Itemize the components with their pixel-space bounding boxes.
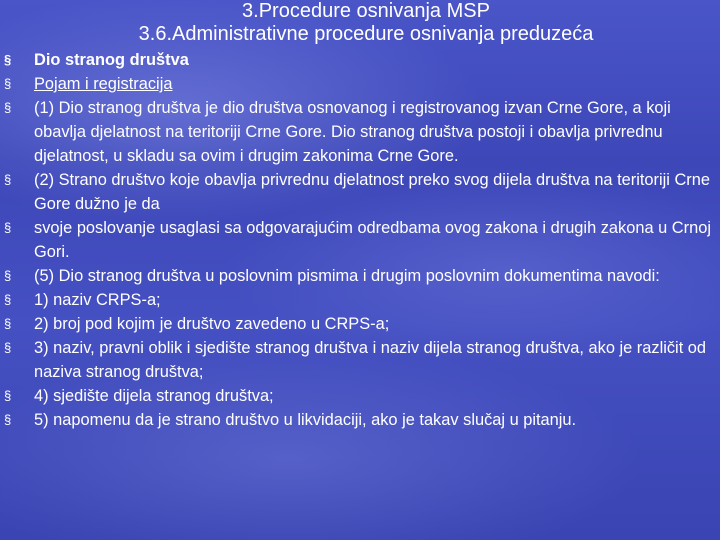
- bullet-marker: §: [4, 292, 12, 307]
- title-line-2: 3.6.Administrativne procedure osnivanja preduzeća: [138, 23, 594, 45]
- list-item: [0, 264, 718, 288]
- bullet-marker: §: [4, 100, 12, 115]
- item-heading: Dio stranog društva: [34, 51, 189, 69]
- item-text: 1) naziv CRPS-a;: [34, 291, 161, 309]
- bullet-marker: §: [4, 340, 12, 355]
- list-item: [0, 72, 718, 96]
- title-line-1: 3.Procedure osnivanja MSP: [242, 0, 490, 22]
- bullet-marker: §: [4, 52, 12, 67]
- item-text: (5) Dio stranog društva u poslovnim pismima i drugim poslovnim dokumentima navodi:: [34, 267, 660, 285]
- item-text: 3) naziv, pravni oblik i sjedište stranog društva i naziv dijela stranog društva, ako je različit od naziva stranog društva;: [34, 339, 707, 381]
- item-text: 4) sjedište dijela stranog društva;: [34, 387, 274, 405]
- bullet-marker: §: [4, 388, 12, 403]
- list-item: [0, 384, 718, 408]
- bullet-marker: §: [4, 412, 12, 427]
- item-text: 5) napomenu da je strano društvo u likvidaciji, ako je takav slučaj u pitanju.: [34, 411, 577, 429]
- list-item: [0, 216, 718, 264]
- bullet-list: [0, 48, 718, 432]
- list-item: [0, 288, 718, 312]
- list-item: [0, 408, 718, 432]
- bullet-marker: §: [4, 76, 12, 91]
- list-item: [0, 96, 718, 168]
- bullet-marker: §: [4, 220, 12, 235]
- item-subheading: Pojam i registracija: [34, 75, 173, 93]
- slide-title: [0, 0, 720, 46]
- bullet-marker: §: [4, 268, 12, 283]
- list-item: [0, 48, 718, 72]
- item-text: (1) Dio stranog društva je dio društva osnovanog i registrovanog izvan Crne Gore, a koji obavlja djelatnost na teritoriji Crne Gore. Dio stranog društva postoji i obavlja privrednu djelatnost, u skladu sa ovim i drugim zakonima Crne Gore.: [34, 99, 671, 165]
- bullet-marker: §: [4, 172, 12, 187]
- list-item: [0, 168, 718, 216]
- item-text: (2) Strano društvo koje obavlja privrednu djelatnost preko svog dijela društva na teritoriji Crne Gore dužno je da: [34, 171, 711, 213]
- item-text: svoje poslovanje usaglasi sa odgovarajućim odredbama ovog zakona i drugih zakona u Crnoj Gori.: [34, 219, 711, 261]
- list-item: [0, 312, 718, 336]
- list-item: [0, 336, 718, 384]
- item-text: 2) broj pod kojim je društvo zavedeno u CRPS-a;: [34, 315, 390, 333]
- bullet-marker: §: [4, 316, 12, 331]
